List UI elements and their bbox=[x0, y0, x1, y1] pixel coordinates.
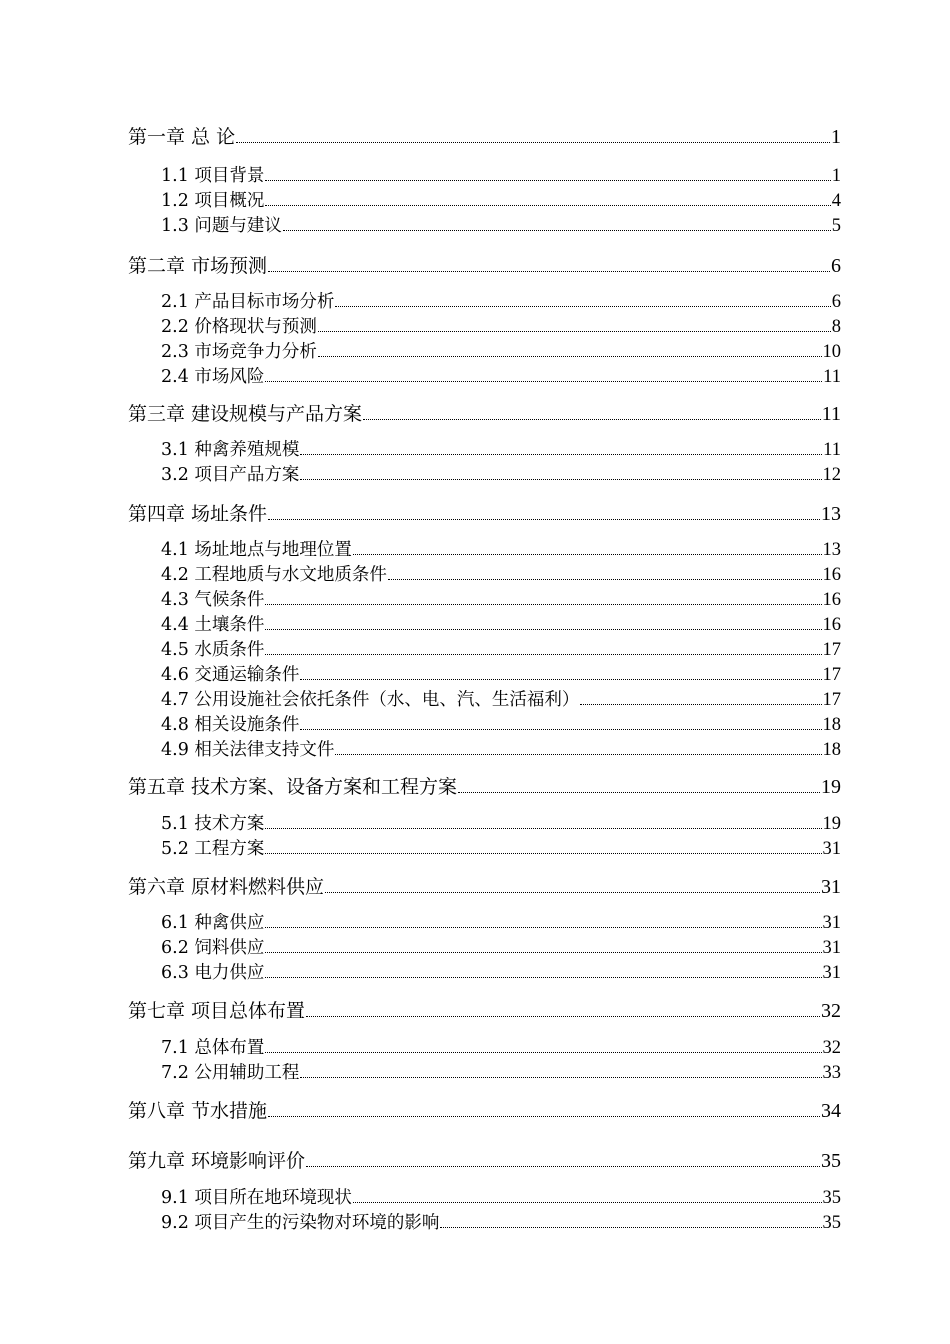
toc-dot-leader bbox=[265, 976, 821, 978]
toc-entry-title: 第六章 原材料燃料供应 bbox=[128, 876, 325, 898]
toc-dot-leader bbox=[458, 791, 820, 793]
toc-entry-page-number: 34 bbox=[821, 1100, 841, 1122]
toc-entry-title: 6.2 饲料供应 bbox=[161, 938, 265, 958]
toc-dot-leader bbox=[265, 204, 830, 206]
toc-section-entry[interactable] bbox=[161, 1059, 841, 1085]
toc-entry-title: 第二章 市场预测 bbox=[128, 255, 268, 277]
toc-entry-page-number: 5 bbox=[831, 216, 841, 236]
toc-chapter-entry[interactable] bbox=[128, 251, 841, 277]
toc-entry-title: 第三章 建设规模与产品方案 bbox=[128, 403, 363, 425]
toc-entry-page-number: 31 bbox=[822, 963, 841, 983]
toc-entry-page-number: 19 bbox=[822, 814, 841, 834]
toc-section-entry[interactable] bbox=[161, 363, 841, 389]
toc-section-entry[interactable] bbox=[161, 711, 841, 737]
toc-entry-page-number: 32 bbox=[822, 1038, 841, 1058]
toc-entry-page-number: 31 bbox=[822, 839, 841, 859]
toc-section-entry[interactable] bbox=[161, 835, 841, 861]
toc-section-entry[interactable] bbox=[161, 686, 841, 712]
toc-section-entry[interactable] bbox=[161, 536, 841, 562]
toc-entry-title: 第八章 节水措施 bbox=[128, 1100, 268, 1122]
toc-dot-leader bbox=[300, 453, 822, 455]
toc-section-entry[interactable] bbox=[161, 561, 841, 587]
toc-chapter-entry[interactable] bbox=[128, 1146, 841, 1172]
toc-entry-page-number: 6 bbox=[831, 255, 841, 277]
toc-dot-leader bbox=[265, 179, 830, 181]
toc-dot-leader bbox=[300, 1076, 821, 1078]
toc-entry-page-number: 12 bbox=[822, 465, 841, 485]
toc-entry-page-number: 1 bbox=[831, 126, 841, 148]
toc-entry-page-number: 17 bbox=[822, 640, 841, 660]
toc-section-entry[interactable] bbox=[161, 934, 841, 960]
toc-entry-page-number: 8 bbox=[831, 317, 841, 337]
toc-entry-title: 6.3 电力供应 bbox=[161, 963, 265, 983]
toc-dot-leader bbox=[363, 418, 821, 420]
toc-entry-page-number: 31 bbox=[822, 913, 841, 933]
toc-entry-title: 4.1 场址地点与地理位置 bbox=[161, 540, 352, 560]
toc-entry-title: 4.5 水质条件 bbox=[161, 640, 265, 660]
toc-entry-page-number: 35 bbox=[821, 1150, 841, 1172]
toc-entry-page-number: 11 bbox=[821, 403, 841, 425]
toc-entry-title: 3.1 种禽养殖规模 bbox=[161, 440, 300, 460]
toc-entry-title: 4.8 相关设施条件 bbox=[161, 715, 300, 735]
toc-entry-page-number: 18 bbox=[822, 715, 841, 735]
toc-entry-title: 2.4 市场风险 bbox=[161, 367, 265, 387]
toc-entry-title: 第五章 技术方案、设备方案和工程方案 bbox=[128, 776, 458, 798]
toc-entry-page-number: 33 bbox=[822, 1063, 841, 1083]
toc-entry-page-number: 16 bbox=[822, 565, 841, 585]
toc-dot-leader bbox=[268, 270, 830, 272]
toc-section-entry[interactable] bbox=[161, 338, 841, 364]
toc-entry-title: 1.3 问题与建议 bbox=[161, 216, 282, 236]
toc-entry-page-number: 4 bbox=[831, 191, 841, 211]
toc-section-entry[interactable] bbox=[161, 1184, 841, 1210]
toc-entry-title: 3.2 项目产品方案 bbox=[161, 465, 300, 485]
toc-entry-title: 2.1 产品目标市场分析 bbox=[161, 292, 335, 312]
toc-dot-leader bbox=[353, 553, 822, 555]
toc-entry-title: 9.1 项目所在地环境现状 bbox=[161, 1188, 352, 1208]
toc-section-entry[interactable] bbox=[161, 661, 841, 687]
toc-section-entry[interactable] bbox=[161, 436, 841, 462]
toc-entry-page-number: 17 bbox=[822, 690, 841, 710]
toc-entry-title: 5.1 技术方案 bbox=[161, 814, 265, 834]
toc-entry-title: 第四章 场址条件 bbox=[128, 503, 268, 525]
toc-entry-title: 2.3 市场竞争力分析 bbox=[161, 342, 317, 362]
toc-section-entry[interactable] bbox=[161, 461, 841, 487]
toc-dot-leader bbox=[265, 827, 821, 829]
toc-dot-leader bbox=[268, 1115, 820, 1117]
toc-section-entry[interactable] bbox=[161, 288, 841, 314]
toc-entry-page-number: 16 bbox=[822, 590, 841, 610]
toc-dot-leader bbox=[268, 518, 820, 520]
toc-entry-page-number: 35 bbox=[822, 1213, 841, 1233]
toc-entry-title: 第九章 环境影响评价 bbox=[128, 1150, 306, 1172]
toc-entry-title: 第七章 项目总体布置 bbox=[128, 1000, 306, 1022]
toc-dot-leader bbox=[265, 603, 821, 605]
toc-dot-leader bbox=[335, 753, 821, 755]
toc-dot-leader bbox=[335, 305, 830, 307]
toc-dot-leader bbox=[318, 355, 822, 357]
toc-entry-title: 2.2 价格现状与预测 bbox=[161, 317, 317, 337]
toc-chapter-entry[interactable] bbox=[128, 772, 841, 798]
toc-dot-leader bbox=[265, 380, 822, 382]
toc-entry-title: 1.1 项目背景 bbox=[161, 166, 265, 186]
toc-entry-page-number: 13 bbox=[821, 503, 841, 525]
toc-dot-leader bbox=[440, 1226, 821, 1228]
toc-dot-leader bbox=[300, 728, 821, 730]
toc-entry-page-number: 32 bbox=[821, 1000, 841, 1022]
toc-entry-page-number: 19 bbox=[821, 776, 841, 798]
toc-entry-title: 第一章 总 论 bbox=[128, 126, 236, 148]
toc-entry-page-number: 35 bbox=[822, 1188, 841, 1208]
toc-chapter-entry[interactable] bbox=[128, 872, 841, 898]
toc-dot-leader bbox=[283, 229, 831, 231]
toc-entry-title: 1.2 项目概况 bbox=[161, 191, 265, 211]
toc-section-entry[interactable] bbox=[161, 736, 841, 762]
toc-entry-title: 4.6 交通运输条件 bbox=[161, 665, 300, 685]
toc-section-entry[interactable] bbox=[161, 959, 841, 985]
toc-section-entry[interactable] bbox=[161, 1034, 841, 1060]
toc-section-entry[interactable] bbox=[161, 162, 841, 188]
toc-section-entry[interactable] bbox=[161, 212, 841, 238]
toc-dot-leader bbox=[300, 478, 821, 480]
toc-dot-leader bbox=[325, 891, 820, 893]
toc-entry-page-number: 10 bbox=[822, 342, 841, 362]
toc-entry-title: 4.9 相关法律支持文件 bbox=[161, 740, 335, 760]
toc-section-entry[interactable] bbox=[161, 1209, 841, 1235]
toc-entry-page-number: 16 bbox=[822, 615, 841, 635]
toc-dot-leader bbox=[265, 951, 821, 953]
toc-chapter-entry[interactable] bbox=[128, 122, 841, 148]
toc-dot-leader bbox=[306, 1015, 820, 1017]
toc-entry-title: 7.2 公用辅助工程 bbox=[161, 1063, 300, 1083]
toc-entry-page-number: 13 bbox=[822, 540, 841, 560]
toc-dot-leader bbox=[353, 1201, 822, 1203]
toc-entry-page-number: 11 bbox=[823, 367, 841, 387]
toc-entry-page-number: 31 bbox=[821, 876, 841, 898]
toc-dot-leader bbox=[265, 926, 821, 928]
toc-dot-leader bbox=[300, 678, 821, 680]
toc-entry-title: 6.1 种禽供应 bbox=[161, 913, 265, 933]
toc-chapter-entry[interactable] bbox=[128, 1096, 841, 1122]
toc-entry-title: 5.2 工程方案 bbox=[161, 839, 265, 859]
toc-dot-leader bbox=[265, 628, 821, 630]
toc-dot-leader bbox=[265, 852, 821, 854]
toc-dot-leader bbox=[306, 1165, 820, 1167]
toc-entry-title: 4.4 土壤条件 bbox=[161, 615, 265, 635]
toc-entry-title: 9.2 项目产生的污染物对环境的影响 bbox=[161, 1213, 440, 1233]
toc-entry-page-number: 11 bbox=[823, 440, 841, 460]
toc-entry-page-number: 31 bbox=[822, 938, 841, 958]
toc-section-entry[interactable] bbox=[161, 636, 841, 662]
toc-chapter-entry[interactable] bbox=[128, 399, 841, 425]
toc-dot-leader bbox=[236, 141, 830, 143]
toc-entry-title: 7.1 总体布置 bbox=[161, 1038, 265, 1058]
toc-entry-page-number: 6 bbox=[831, 292, 841, 312]
toc-section-entry[interactable] bbox=[161, 611, 841, 637]
toc-section-entry[interactable] bbox=[161, 810, 841, 836]
toc-chapter-entry[interactable] bbox=[128, 499, 841, 525]
toc-entry-title: 4.3 气候条件 bbox=[161, 590, 265, 610]
toc-section-entry[interactable] bbox=[161, 313, 841, 339]
toc-entry-title: 4.2 工程地质与水文地质条件 bbox=[161, 565, 387, 585]
toc-dot-leader bbox=[388, 578, 822, 580]
toc-dot-leader bbox=[265, 653, 821, 655]
toc-section-entry[interactable] bbox=[161, 187, 841, 213]
toc-dot-leader bbox=[265, 1051, 821, 1053]
toc-entry-page-number: 18 bbox=[822, 740, 841, 760]
toc-dot-leader bbox=[318, 330, 831, 332]
toc-section-entry[interactable] bbox=[161, 909, 841, 935]
toc-entry-page-number: 1 bbox=[831, 166, 841, 186]
toc-chapter-entry[interactable] bbox=[128, 996, 841, 1022]
toc-dot-leader bbox=[580, 703, 821, 705]
toc-entry-page-number: 17 bbox=[822, 665, 841, 685]
toc-entry-title: 4.7 公用设施社会依托条件（水、电、汽、生活福利） bbox=[161, 690, 580, 710]
toc-section-entry[interactable] bbox=[161, 586, 841, 612]
